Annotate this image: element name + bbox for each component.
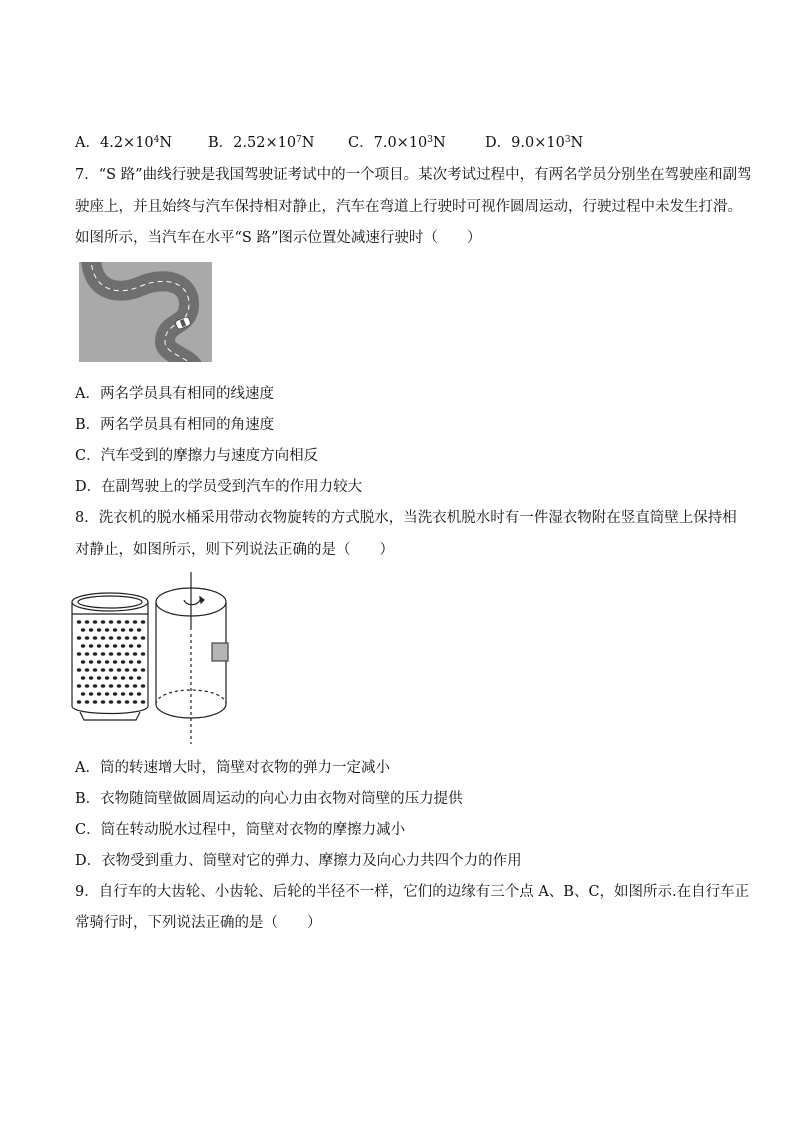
drum-hole: [93, 684, 97, 688]
drum-hole: [117, 684, 121, 688]
drum-hole: [89, 644, 93, 648]
s-road-figure: [79, 262, 212, 362]
drum-hole: [117, 652, 121, 656]
q8-option-a: A．筒的转速增大时，筒壁对衣物的弹力一定减小: [75, 760, 390, 776]
option-unit: N: [301, 135, 315, 151]
option-value: 7.0×10: [373, 135, 428, 151]
wet-clothes-patch: [212, 643, 228, 661]
drum-hole: [97, 644, 101, 648]
drum-hole: [89, 628, 93, 632]
drum-hole: [105, 692, 109, 696]
drum-hole: [85, 684, 89, 688]
drum-hole: [141, 652, 145, 656]
drum-hole: [113, 692, 117, 696]
drum-hole: [77, 620, 81, 624]
drum-hole: [77, 652, 81, 656]
q9-stem-line-2: 常骑行时，下列说法正确的是（ ）: [75, 915, 322, 931]
q7-option-d: D．在副驾驶上的学员受到汽车的作用力较大: [75, 479, 363, 495]
drum-hole: [89, 692, 93, 696]
drum-hole: [125, 652, 129, 656]
rotating-cylinder-icon: [156, 572, 228, 744]
drum-hole: [101, 620, 105, 624]
drum-hole: [77, 668, 81, 672]
option-exponent: 7: [296, 135, 302, 145]
q8-stem-line-1: 8．洗衣机的脱水桶采用带动衣物旋转的方式脱水，当洗衣机脱水时有一件湿衣物附在竖直筒壁上保持相: [75, 510, 737, 526]
drum-hole: [109, 700, 113, 704]
q8-option-b: B．衣物随筒壁做圆周运动的向心力由衣物对筒壁的压力提供: [75, 791, 463, 807]
q7-stem-line-2: 驶座上，并且始终与汽车保持相对静止，汽车在弯道上行驶时可视作圆周运动，行驶过程中未发生打滑。: [75, 199, 742, 215]
drum-hole: [81, 628, 85, 632]
drum-hole: [121, 628, 125, 632]
option-unit: N: [570, 135, 584, 151]
drum-hole: [141, 700, 145, 704]
drum-hole: [133, 652, 137, 656]
drum-hole: [125, 620, 129, 624]
option-unit: N: [159, 135, 173, 151]
drum-hole: [101, 668, 105, 672]
drum-hole: [77, 636, 81, 640]
q8-stem-line-2: 对静止，如图所示，则下列说法正确的是（ ）: [75, 542, 394, 558]
drum-hole: [109, 684, 113, 688]
drum-hole: [141, 668, 145, 672]
option-exponent: 3: [427, 135, 434, 145]
drum-hole: [109, 620, 113, 624]
drum-hole: [129, 692, 133, 696]
drum-hole: [77, 700, 81, 704]
drum-hole: [133, 636, 137, 640]
q8-option-d: D．衣物受到重力、筒壁对它的弹力、摩擦力及向心力共四个力的作用: [75, 853, 522, 869]
drum-hole: [97, 676, 101, 680]
option-unit: N: [433, 135, 446, 151]
drum-hole: [109, 636, 113, 640]
option-label: D．: [485, 135, 512, 151]
drum-hole: [133, 620, 137, 624]
drum-hole: [101, 652, 105, 656]
drum-hole: [141, 620, 145, 624]
drum-hole: [137, 628, 141, 632]
option-exponent: 4: [153, 135, 160, 145]
washing-drum-figure: [70, 570, 240, 746]
q7-option-c: C．汽车受到的摩擦力与速度方向相反: [75, 448, 319, 464]
q7-stem-line-3: 如图所示，当汽车在水平“S 路”图示位置处减速行驶时（ ）: [75, 230, 482, 246]
drum-hole: [133, 668, 137, 672]
drum-hole: [85, 620, 89, 624]
drum-hole: [105, 644, 109, 648]
drum-hole: [81, 692, 85, 696]
drum-hole: [117, 668, 121, 672]
drum-hole: [117, 620, 121, 624]
drum-hole: [89, 676, 93, 680]
drum-hole: [133, 700, 137, 704]
drum-hole: [125, 700, 129, 704]
drum-hole: [85, 636, 89, 640]
drum-hole: [81, 660, 85, 664]
drum-hole: [141, 684, 145, 688]
drum-hole: [125, 668, 129, 672]
option-value: 9.0×10: [511, 135, 565, 151]
drum-hole: [105, 628, 109, 632]
drum-hole: [93, 652, 97, 656]
q6-option-c: [348, 134, 446, 152]
option-exponent: 3: [564, 135, 571, 145]
option-value: 2.52×10: [233, 135, 297, 151]
drum-hole: [129, 676, 133, 680]
q8-option-c: C．筒在转动脱水过程中，筒壁对衣物的摩擦力减小: [75, 822, 406, 838]
drum-hole: [129, 644, 133, 648]
drum-hole: [137, 676, 141, 680]
drum-hole: [117, 700, 121, 704]
drum-hole: [97, 628, 101, 632]
drum-hole: [97, 660, 101, 664]
q7-option-a: A．两名学员具有相同的线速度: [75, 386, 274, 402]
drum-hole: [129, 660, 133, 664]
drum-hole: [77, 684, 81, 688]
drum-hole: [89, 660, 93, 664]
drum-hole: [101, 684, 105, 688]
q9-stem-line-1: 9．自行车的大齿轮、小齿轮、后轮的半径不一样，它们的边缘有三个点 A、B、C，如图所示.在自行车正: [75, 884, 750, 900]
drum-hole: [109, 668, 113, 672]
drum-hole: [85, 668, 89, 672]
drum-hole: [101, 636, 105, 640]
q6-option-b: [208, 134, 314, 152]
option-value: 4.2×10: [99, 135, 154, 151]
q6-option-d: [485, 134, 583, 152]
option-label: B．: [208, 135, 234, 151]
drum-hole: [93, 620, 97, 624]
drum-hole: [117, 636, 121, 640]
drum-hole: [81, 676, 85, 680]
drum-hole: [141, 636, 145, 640]
drum-hole: [105, 676, 109, 680]
drum-hole: [137, 692, 141, 696]
drum-hole: [113, 628, 117, 632]
drum-hole: [121, 692, 125, 696]
drum-hole: [109, 652, 113, 656]
drum-hole: [93, 668, 97, 672]
q7-stem-line-1: 7．“S 路”曲线行驶是我国驾驶证考试中的一个项目。某次考试过程中，有两名学员分别坐在驾驶座和副驾: [75, 167, 752, 183]
drum-hole: [133, 684, 137, 688]
drum-hole: [85, 652, 89, 656]
drum-hole: [137, 660, 141, 664]
q7-option-b: B．两名学员具有相同的角速度: [75, 417, 275, 433]
drum-hole: [125, 684, 129, 688]
drum-hole: [97, 692, 101, 696]
option-label: A．: [75, 135, 100, 151]
s-road-svg: [79, 262, 212, 362]
drum-hole: [137, 644, 141, 648]
drum-hole: [93, 636, 97, 640]
drum-hole: [121, 644, 125, 648]
drum-hole: [121, 676, 125, 680]
drum-hole: [93, 700, 97, 704]
drum-hole: [125, 636, 129, 640]
drum-hole: [129, 628, 133, 632]
drum-hole: [113, 644, 117, 648]
drum-hole: [101, 700, 105, 704]
option-label: C．: [348, 135, 374, 151]
drum-hole: [81, 644, 85, 648]
drum-hole: [113, 676, 117, 680]
drum-hole: [113, 660, 117, 664]
drum-hole: [105, 660, 109, 664]
washing-drum-svg: [70, 570, 240, 746]
perforated-drum-icon: [72, 593, 148, 720]
drum-hole: [121, 660, 125, 664]
q6-option-a: [75, 134, 172, 152]
drum-hole: [85, 700, 89, 704]
